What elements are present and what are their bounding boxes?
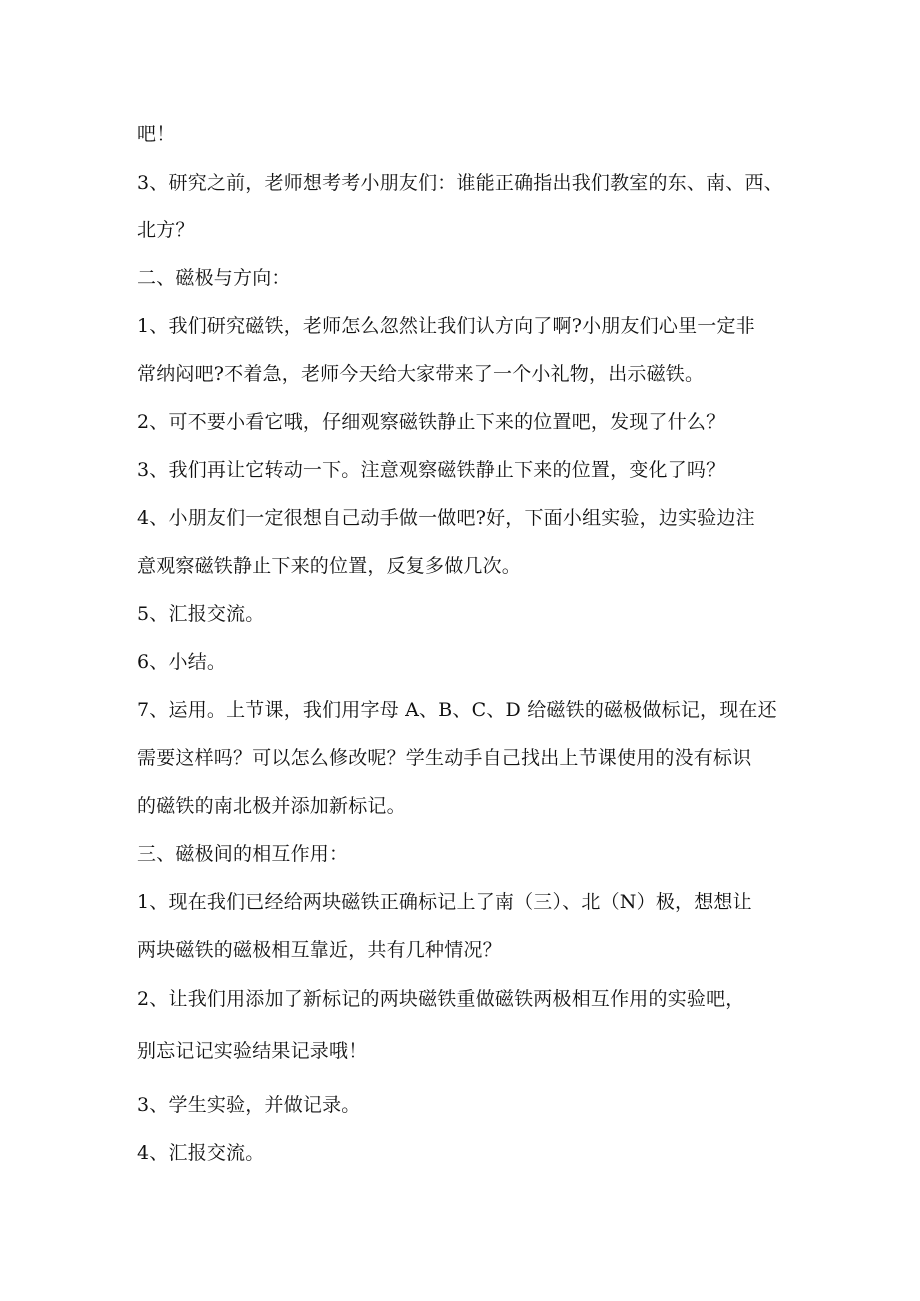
text-line-9: 4、小朋友们一定很想自己动手做一做吧?好，下面小组实验，边实验边注 xyxy=(137,507,755,529)
section-heading-2: 二、磁极与方向： xyxy=(137,267,291,289)
text-line-21: 3、学生实验，并做记录。 xyxy=(137,1094,361,1116)
text-line-11: 5、汇报交流。 xyxy=(137,603,265,625)
text-line-2: 3、研究之前，老师想考考小朋友们：谁能正确指出我们教室的东、南、西、 xyxy=(137,172,783,194)
text-line-14: 需要这样吗？可以怎么修改呢？学生动手自己找出上节课使用的没有标识 xyxy=(137,747,752,769)
text-line-1: 吧！ xyxy=(137,123,176,145)
text-line-7: 2、可不要小看它哦，仔细观察磁铁静止下来的位置吧，发现了什么？ xyxy=(137,411,726,433)
text-line-20: 别忘记记实验结果记录哦！ xyxy=(137,1040,368,1062)
text-line-18: 两块磁铁的磁极相互靠近，共有几种情况？ xyxy=(137,939,502,961)
text-line-19: 2、让我们用添加了新标记的两块磁铁重做磁铁两极相互作用的实验吧， xyxy=(137,988,745,1010)
text-line-3: 北方？ xyxy=(137,219,195,241)
section-heading-3: 三、磁极间的相互作用： xyxy=(137,843,349,865)
text-line-17: 1、现在我们已经给两块磁铁正确标记上了南（三）、北（N）极，想想让 xyxy=(137,891,752,913)
text-line-22: 4、汇报交流。 xyxy=(137,1142,265,1164)
text-line-15: 的磁铁的南北极并添加新标记。 xyxy=(137,795,406,817)
text-line-5: 1、我们研究磁铁，老师怎么忽然让我们认方向了啊?小朋友们心里一定非 xyxy=(137,315,755,337)
text-line-10: 意观察磁铁静止下来的位置，反复多做几次。 xyxy=(137,555,522,577)
text-line-8: 3、我们再让它转动一下。注意观察磁铁静止下来的位置，变化了吗？ xyxy=(137,459,726,481)
text-line-13: 7、运用。上节课，我们用字母 A、B、C、D 给磁铁的磁极做标记，现在还 xyxy=(137,699,777,721)
text-line-6: 常纳闷吧?不着急，老师今天给大家带来了一个小礼物，出示磁铁。 xyxy=(137,363,705,385)
text-line-12: 6、小结。 xyxy=(137,651,227,673)
